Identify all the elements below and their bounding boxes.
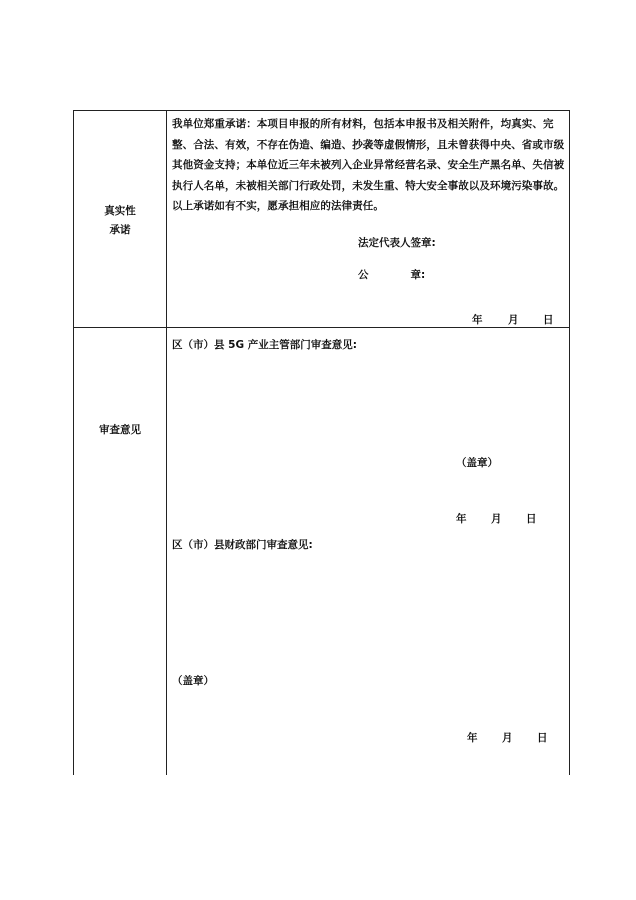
industry-dept-review-title: 区（市）县 5G 产业主管部门审查意见:: [172, 339, 357, 351]
table-row-divider: [73, 327, 570, 328]
review-label: 审查意见: [99, 424, 141, 436]
finance-dept-date-year: 年: [467, 732, 478, 744]
industry-dept-date-year: 年: [456, 513, 467, 525]
industry-dept-date-month: 月: [491, 513, 502, 525]
company-seal-label: 公 章:: [358, 269, 426, 281]
commitment-statement: 我单位郑重承诺：本项目申报的所有材料，包括本申报书及相关附件，均真实、完整、合法、有效，不存在伪造、编造、抄袭等虚假情形，且未曾获得中央、省或市级其他资金支持；本单位近三年未被列入企业异常经营名录、安全生产黑名单、失信被执行人名单，未被相关部门行政处罚，未发生重、特大安全事故以及环境污染事故。以上承诺如有不实，愿承担相应的法律责任。: [172, 118, 565, 212]
commitment-date-year: 年: [472, 314, 483, 326]
legal-representative-signature-label: 法定代表人签章:: [358, 237, 436, 249]
industry-dept-seal: （盖章）: [456, 457, 498, 469]
table-top-border: [73, 110, 570, 111]
commitment-label-line1: 真实性: [104, 205, 136, 217]
finance-dept-seal: （盖章）: [172, 675, 214, 687]
table-column-divider: [166, 110, 167, 775]
commitment-date-month: 月: [508, 314, 519, 326]
commitment-date-day: 日: [543, 314, 554, 326]
table-left-border: [73, 110, 74, 775]
industry-dept-date-day: 日: [526, 513, 537, 525]
finance-dept-review-title: 区（市）县财政部门审查意见:: [172, 539, 313, 551]
finance-dept-date-month: 月: [502, 732, 513, 744]
finance-dept-date-day: 日: [537, 732, 548, 744]
commitment-label-line2: 承诺: [109, 224, 131, 236]
